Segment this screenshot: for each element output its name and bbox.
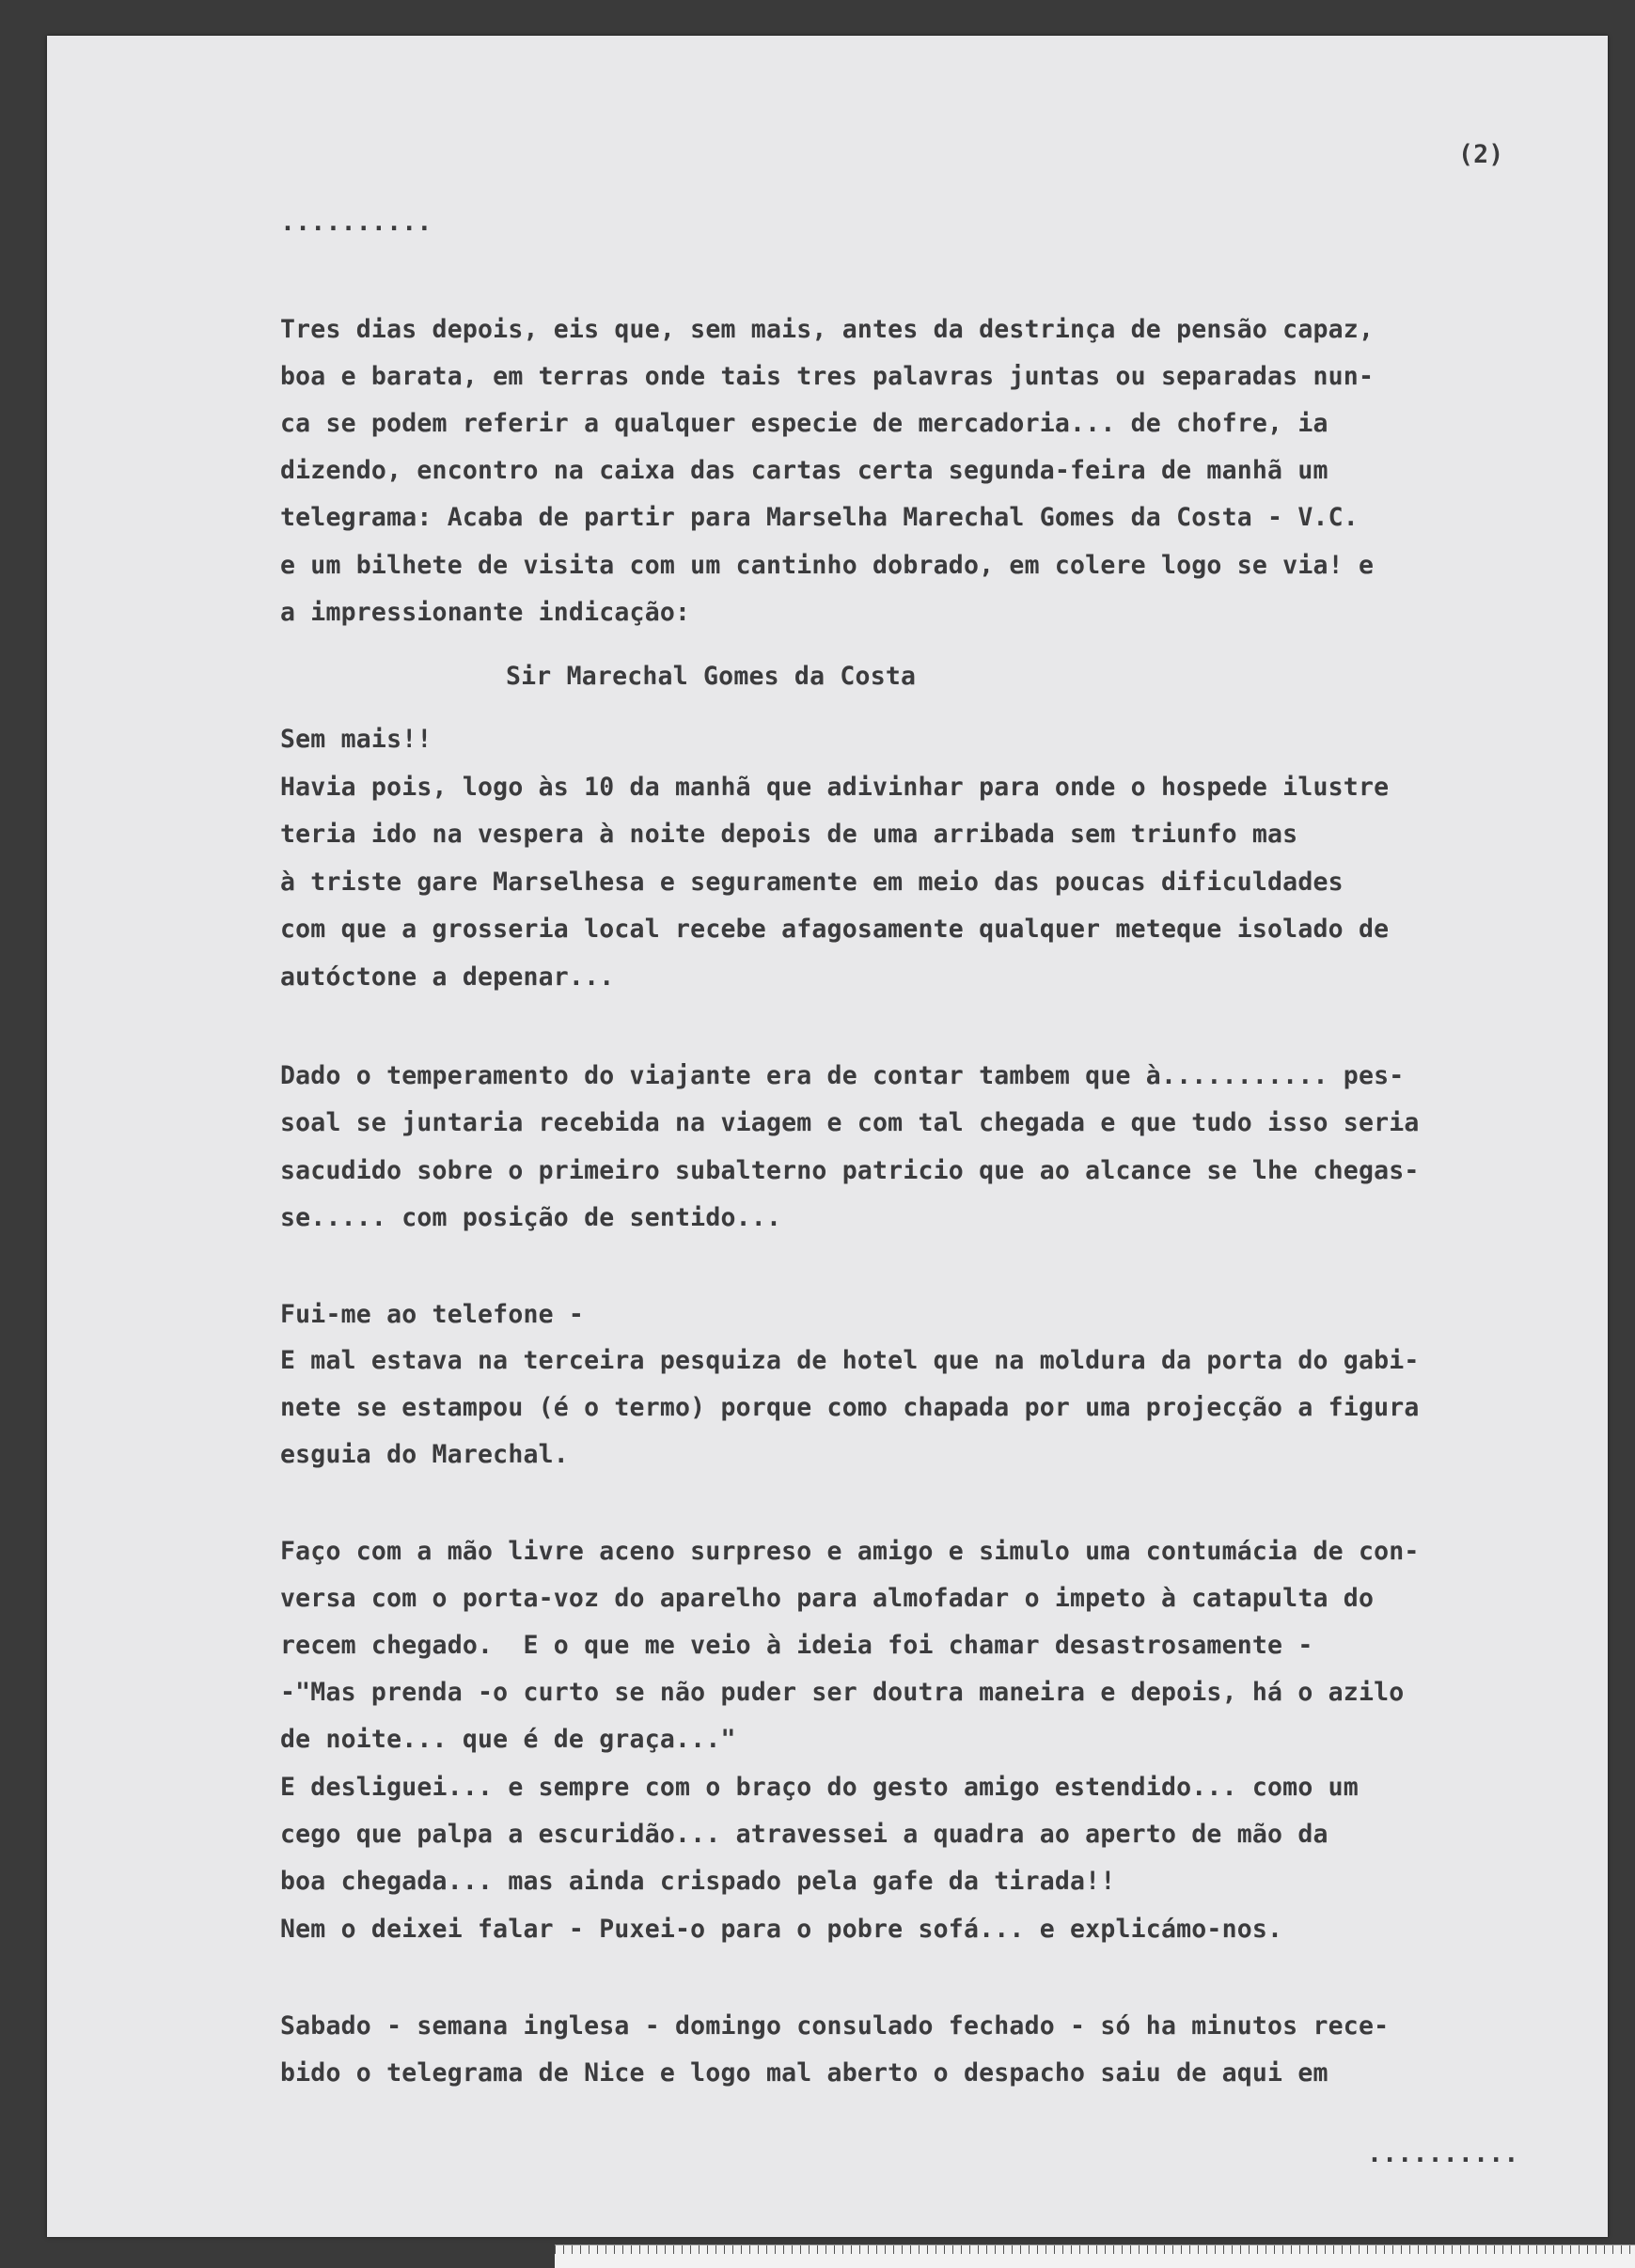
text-line: nete se estampou (é o termo) porque como chapada por uma projecção a figura (280, 1393, 1420, 1422)
text-line: telegrama: Acaba de partir para Marselha Marechal Gomes da Costa - V.C. (280, 503, 1359, 532)
text-line: Faço com a mão livre aceno surpreso e amigo e simulo uma contumácia de con- (280, 1537, 1420, 1566)
text-line: cego que palpa a escuridão... atravessei a quadra ao aperto de mão da (280, 1820, 1328, 1849)
text-line: Dado o temperamento do viajante era de contar tambem que à........... pes- (280, 1061, 1405, 1090)
text-line: de noite... que é de graça..." (280, 1725, 736, 1754)
text-line: Sabado - semana inglesa - domingo consulado fechado - só ha minutos rece- (280, 2011, 1390, 2041)
text-line: boa e barata, em terras onde tais tres palavras juntas ou separadas nun- (280, 362, 1375, 391)
text-line: E desliguei... e sempre com o braço do gesto amigo estendido... como um (280, 1773, 1359, 1802)
text-line: -"Mas prenda -o curto se não puder ser doutra maneira e depois, há o azilo (280, 1678, 1405, 1707)
text-line: teria ido na vespera à noite depois de uma arribada sem triunfo mas (280, 820, 1298, 849)
page-number: (2) (1458, 140, 1504, 169)
text-line: Fui-me ao telefone - (280, 1300, 585, 1329)
text-line: Nem o deixei falar - Puxei-o para o pobre sofá... e explicámo-nos. (280, 1915, 1283, 1944)
text-line: com que a grosseria local recebe afagosamente qualquer meteque isolado de (280, 915, 1390, 944)
text-line: à triste gare Marselhesa e seguramente em meio das poucas dificuldades (280, 868, 1344, 897)
text-line: bido o telegrama de Nice e logo mal aberto o despacho saiu de aqui em (280, 2058, 1328, 2088)
text-line-centered: Sir Marechal Gomes da Costa (506, 662, 917, 691)
text-line: autóctone a depenar... (280, 962, 615, 992)
scale-ruler (555, 2245, 1635, 2268)
text-line: Tres dias depois, eis que, sem mais, antes da destrinça de pensão capaz, (280, 315, 1375, 344)
text-line: versa com o porta-voz do aparelho para almofadar o impeto à catapulta do (280, 1584, 1375, 1613)
text-line: E mal estava na terceira pesquiza de hotel que na moldura da porta do gabi- (280, 1346, 1420, 1375)
text-line: .......... (280, 208, 432, 237)
text-line: Havia pois, logo às 10 da manhã que adivinhar para onde o hospede ilustre (280, 773, 1390, 802)
text-line: e um bilhete de visita com um cantinho dobrado, em colere logo se via! e (280, 551, 1375, 580)
text-line: soal se juntaria recebida na viagem e com tal chegada e que tudo isso seria (280, 1108, 1420, 1137)
text-line: Sem mais!! (280, 725, 432, 754)
text-line: ca se podem referir a qualquer especie de mercadoria... de chofre, ia (280, 409, 1328, 438)
text-line: se..... com posição de sentido... (280, 1203, 782, 1232)
text-line: dizendo, encontro na caixa das cartas certa segunda-feira de manhã um (280, 456, 1328, 485)
text-line: boa chegada... mas ainda crispado pela gafe da tirada!! (280, 1867, 1116, 1896)
continuation-marker: .......... (1367, 2139, 1519, 2168)
text-line: sacudido sobre o primeiro subalterno patricio que ao alcance se lhe chegas- (280, 1156, 1420, 1185)
text-line: esguia do Marechal. (280, 1440, 569, 1469)
text-line: recem chegado. E o que me veio à ideia foi chamar desastrosamente - (280, 1631, 1313, 1660)
text-line: a impressionante indicação: (280, 598, 691, 627)
